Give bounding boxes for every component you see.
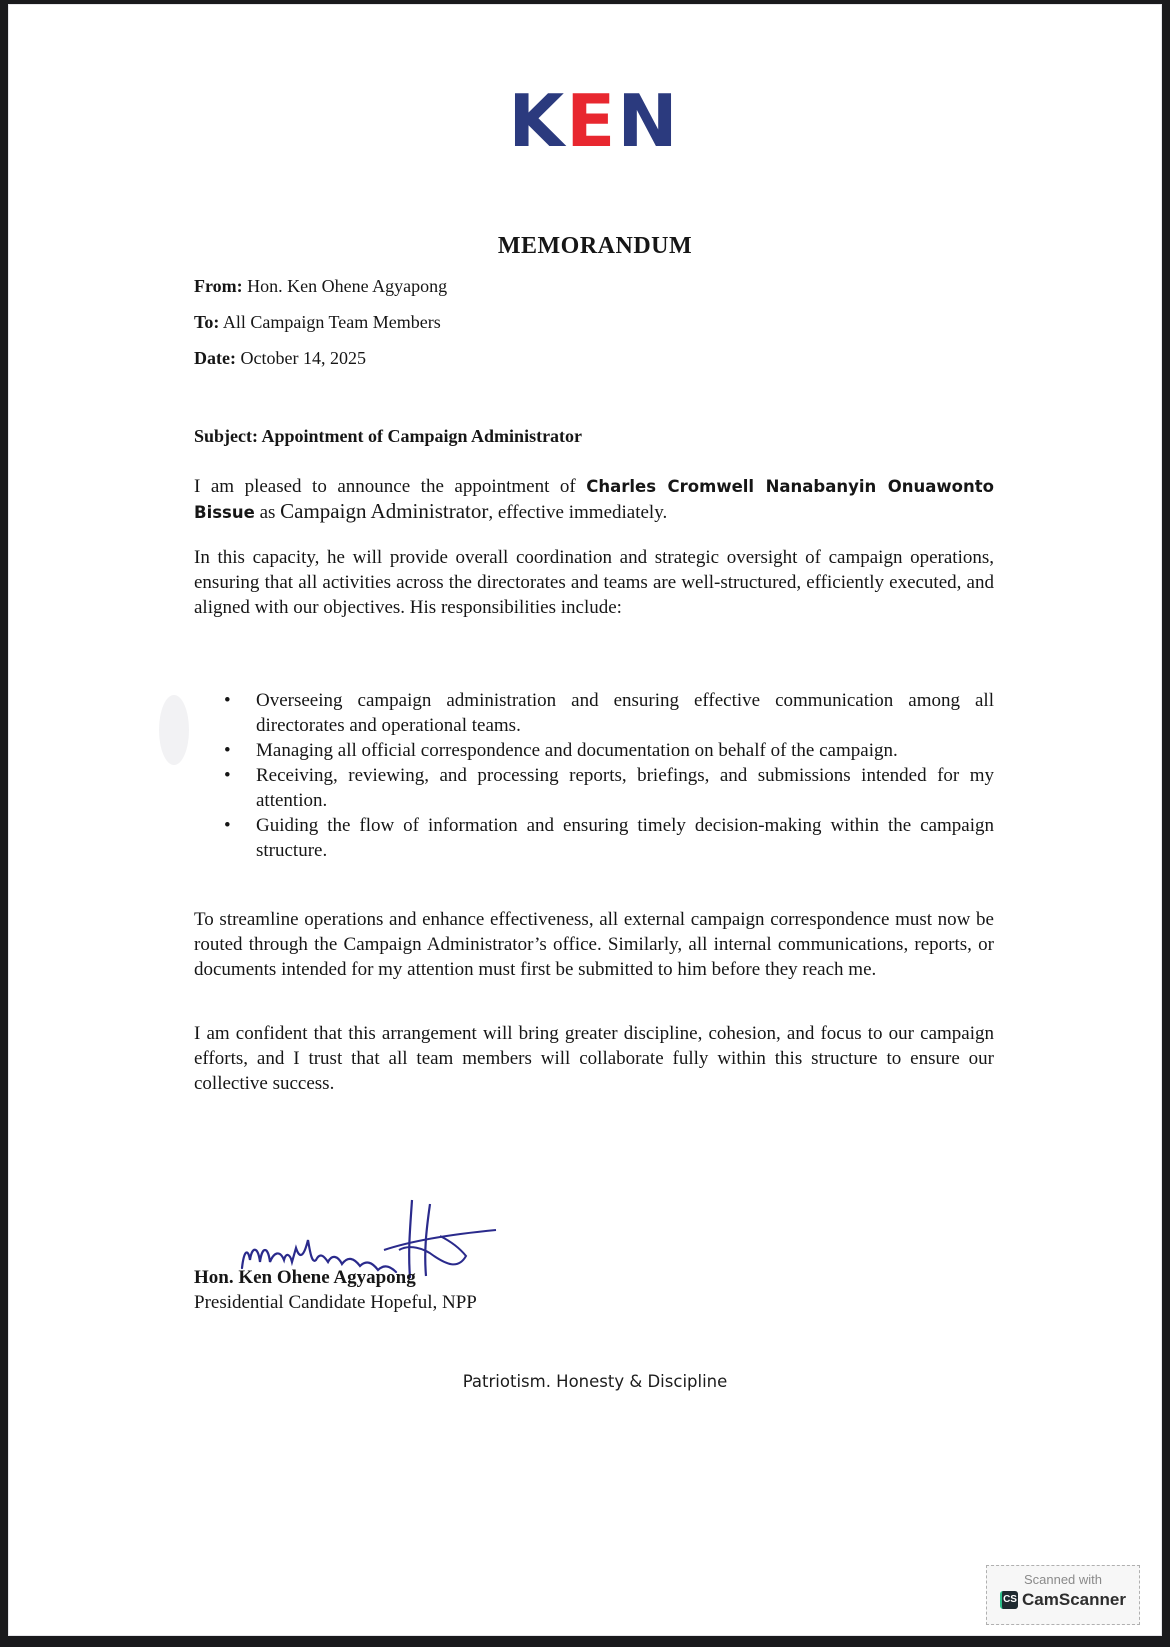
bullet-icon: • [224,765,231,786]
bullet-icon: • [224,815,231,836]
camscanner-brand [987,1590,1139,1610]
paragraph-capacity: In this capacity, he will provide overall coordination and strategic oversight of campaign operations, ensuring that all activities across the directorates and teams are well-structured, efficiently executed, and aligned with our objectives. His responsibilities include: [194,547,994,618]
responsibilities-list [224,688,994,863]
appointment-role: Campaign Administrator [280,499,489,523]
logo-letter-n: N [617,79,680,163]
date-value: October 14, 2025 [240,348,366,368]
date-label: Date: [194,348,236,368]
signatory-name: Hon. Ken Ohene Agyapong [194,1267,416,1288]
subject-label: Subject: [194,426,258,446]
list-item [224,688,994,738]
list-item [224,813,994,863]
list-item [224,763,994,813]
logo-letter-e: E [566,79,618,163]
footer-motto: Patriotism. Honesty & Discipline [462,1372,728,1391]
responsibility-text: Receiving, reviewing, and processing reports, briefings, and submissions intended for my attention. [256,765,994,811]
appointment-middle: as [254,502,281,523]
appointee-name: Charles Cromwell Nanabanyin Onuawonto Bissue [194,477,994,522]
memo-to [194,312,441,333]
responsibility-text: Overseeing campaign administration and ensuring effective communication among all directorates and operational teams. [256,690,994,736]
scanned-with-label: Scanned with [1023,1572,1103,1587]
from-value: Hon. Ken Ohene Agyapong [247,276,448,296]
paragraph-appointment [194,474,994,525]
bullet-icon: • [224,740,231,761]
paragraph-routing: To streamline operations and enhance effectiveness, all external campaign correspondence must now be routed through the Campaign Administrator’s office. Similarly, all internal communications, reports, or documents intended for my attention must first be submitted to him before they reach me. [194,909,994,980]
memo-from [194,276,447,297]
appointment-prefix: I am pleased to announce the appointment of [194,476,587,497]
scan-smudge [159,695,189,765]
responsibility-text: Guiding the flow of information and ensuring timely decision-making within the campaign structure. [256,815,994,861]
memo-page [8,4,1162,1636]
list-item [224,738,994,763]
camscanner-icon: CS [1000,1591,1018,1609]
memo-subject [194,426,582,447]
subject-value: Appointment of Campaign Administrator [261,426,583,446]
signatory-title: Presidential Candidate Hopeful, NPP [194,1292,477,1313]
from-label: From: [194,276,243,296]
logo-letter-k: K [508,79,567,163]
bullet-icon: • [224,690,231,711]
camscanner-watermark [986,1565,1140,1625]
appointment-suffix: , effective immediately. [488,502,668,523]
memo-title: MEMORANDUM [497,233,693,259]
memo-date [194,348,366,369]
paragraph-confidence: I am confident that this arrangement will bring greater discipline, cohesion, and focus to our campaign efforts, and I trust that all team members will collaborate fully within this structure to ensure our collective success. [194,1023,994,1094]
signature-stroke-cross [384,1230,496,1250]
to-value: All Campaign Team Members [222,312,441,332]
responsibility-text: Managing all official correspondence and documentation on behalf of the campaign. [256,740,898,761]
ken-logo [499,79,689,163]
camscanner-name: CamScanner [1022,1590,1126,1609]
to-label: To: [194,312,220,332]
